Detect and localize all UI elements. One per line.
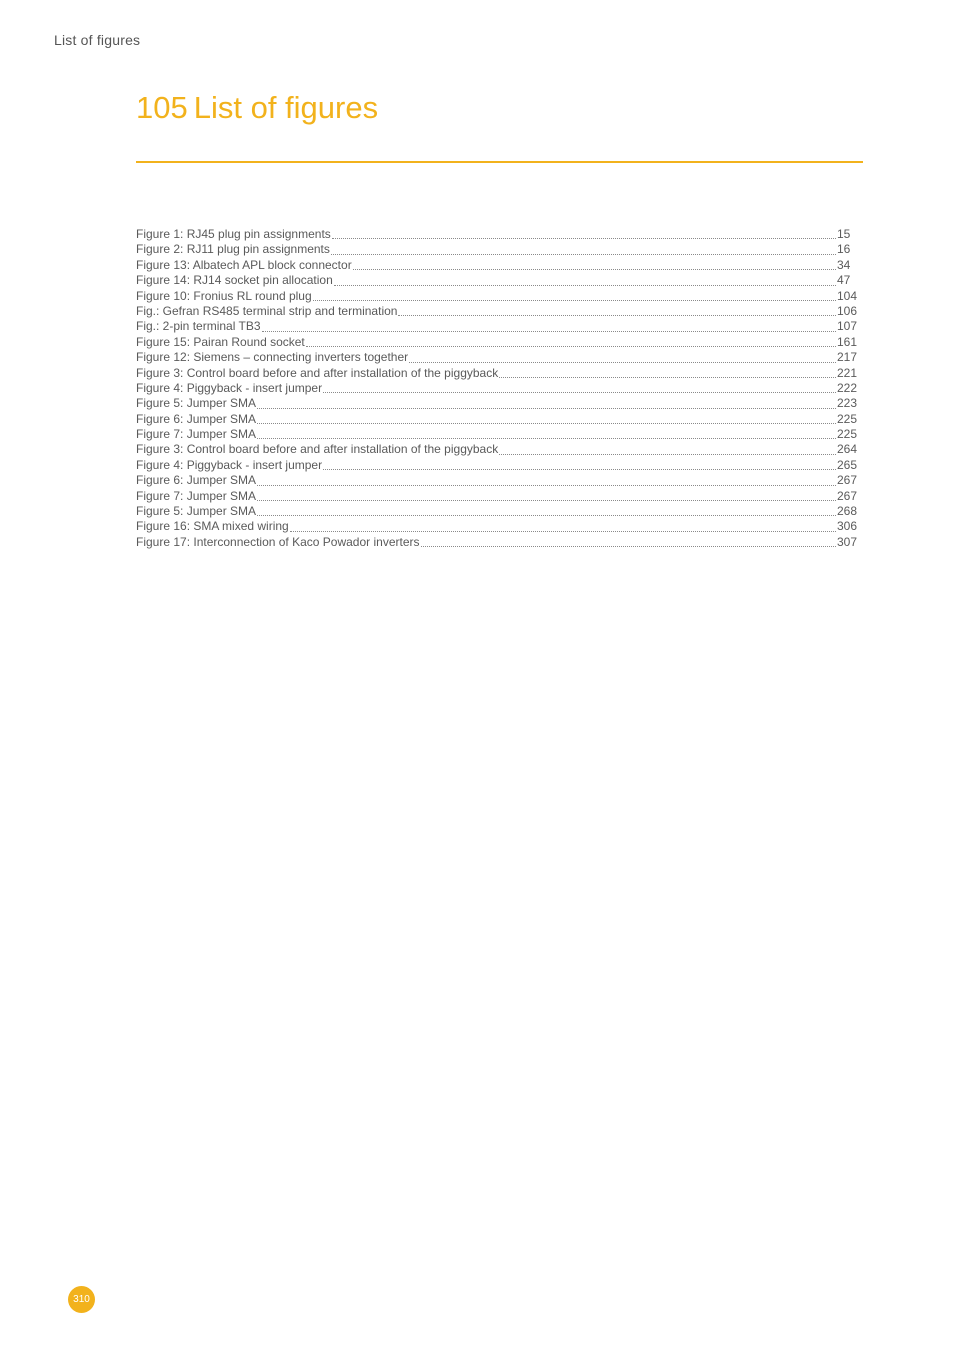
figure-entry-label: Figure 6: Jumper SMA [136,411,257,426]
figure-list-entry[interactable] [136,289,863,304]
figure-list-entry[interactable] [136,366,863,381]
figure-entry-label: Figure 16: SMA mixed wiring [136,519,289,534]
figure-list-entry[interactable] [136,535,863,550]
figure-list-entry[interactable] [136,258,863,273]
dot-leader [290,531,836,532]
figure-entry-page: 225 [837,427,858,442]
running-header: List of figures [54,32,141,48]
dot-leader [334,285,836,286]
figure-entry-page: 104 [837,288,858,303]
figure-list-entry[interactable] [136,489,863,504]
dot-leader [257,438,836,439]
figure-list-entry[interactable] [136,519,863,534]
figure-entry-label: Figure 12: Siemens – connecting inverters together [136,350,409,365]
figure-list-entry[interactable] [136,396,863,411]
dot-leader [398,315,836,316]
figure-entry-label: Figure 7: Jumper SMA [136,427,257,442]
dot-leader [353,269,836,270]
dot-leader [257,485,836,486]
figure-entry-page: 265 [837,457,858,472]
figure-list-entry[interactable] [136,242,863,257]
dot-leader [323,392,836,393]
figure-list-entry[interactable] [136,504,863,519]
figure-list-entry[interactable] [136,442,863,457]
figure-entry-page: 161 [837,334,858,349]
figure-entry-label: Fig.: Gefran RS485 terminal strip and termination [136,303,398,318]
figure-entry-page: 267 [837,488,858,503]
figure-entry-page: 16 [837,242,851,257]
figure-list-entry[interactable] [136,427,863,442]
figure-entry-label: Figure 6: Jumper SMA [136,473,257,488]
figure-entry-page: 267 [837,473,858,488]
figure-list-entry[interactable] [136,304,863,319]
figure-entry-label: Figure 2: RJ11 plug pin assignments [136,242,330,257]
figure-entry-page: 306 [837,519,858,534]
chapter-number: 105 [136,90,188,125]
figure-entry-label: Figure 3: Control board before and after installation of the piggyback [136,442,499,457]
figure-entry-page: 221 [837,365,858,380]
figure-entry-label: Figure 4: Piggyback - insert jumper [136,457,323,472]
dot-leader [313,300,836,301]
figure-entry-page: 34 [837,257,851,272]
figure-entry-page: 307 [837,534,858,549]
figure-list-entry[interactable] [136,319,863,334]
figure-entry-label: Figure 7: Jumper SMA [136,488,257,503]
figure-list-entry[interactable] [136,381,863,396]
dot-leader [332,238,836,239]
figure-entry-label: Fig.: 2-pin terminal TB3 [136,319,261,334]
figure-entry-label: Figure 17: Interconnection of Kaco Powador inverters [136,534,420,549]
figure-entry-label: Figure 3: Control board before and after installation of the piggyback [136,365,499,380]
figure-entry-page: 225 [837,411,858,426]
figure-list-entry[interactable] [136,273,863,288]
figure-list-entry[interactable] [136,473,863,488]
figure-entry-page: 106 [837,303,858,318]
dot-leader [257,423,836,424]
dot-leader [306,346,836,347]
dot-leader [331,254,836,255]
dot-leader [499,454,836,455]
figure-entry-label: Figure 14: RJ14 socket pin allocation [136,273,333,288]
figure-entry-label: Figure 5: Jumper SMA [136,504,257,519]
figure-list-entry[interactable] [136,458,863,473]
page-number-badge: 310 [68,1286,95,1313]
figure-entry-page: 268 [837,504,858,519]
figure-entry-page: 107 [837,319,858,334]
dot-leader [421,546,837,547]
figure-list [136,227,863,550]
figure-list-entry[interactable] [136,227,863,242]
figure-entry-page: 264 [837,442,858,457]
figure-list-entry[interactable] [136,350,863,365]
figure-entry-page: 217 [837,350,858,365]
figure-entry-label: Figure 5: Jumper SMA [136,396,257,411]
dot-leader [323,469,836,470]
figure-entry-label: Figure 4: Piggyback - insert jumper [136,380,323,395]
figure-entry-page: 15 [837,227,851,241]
figure-entry-label: Figure 13: Albatech APL block connector [136,257,352,272]
dot-leader [257,500,836,501]
dot-leader [257,408,836,409]
figure-entry-page: 222 [837,380,858,395]
figure-entry-label: Figure 1: RJ45 plug pin assignments [136,227,331,241]
chapter-title: List of figures [193,90,379,125]
dot-leader [409,362,836,363]
figure-entry-label: Figure 15: Pairan Round socket [136,334,305,349]
figure-entry-page: 47 [837,273,851,288]
figure-list-entry[interactable] [136,335,863,350]
dot-leader [257,515,836,516]
figure-entry-label: Figure 10: Fronius RL round plug [136,288,312,303]
figure-list-entry[interactable] [136,412,863,427]
dot-leader [499,377,836,378]
chapter-heading [136,90,378,126]
dot-leader [262,331,837,332]
heading-divider [136,161,863,163]
figure-entry-page: 223 [837,396,858,411]
